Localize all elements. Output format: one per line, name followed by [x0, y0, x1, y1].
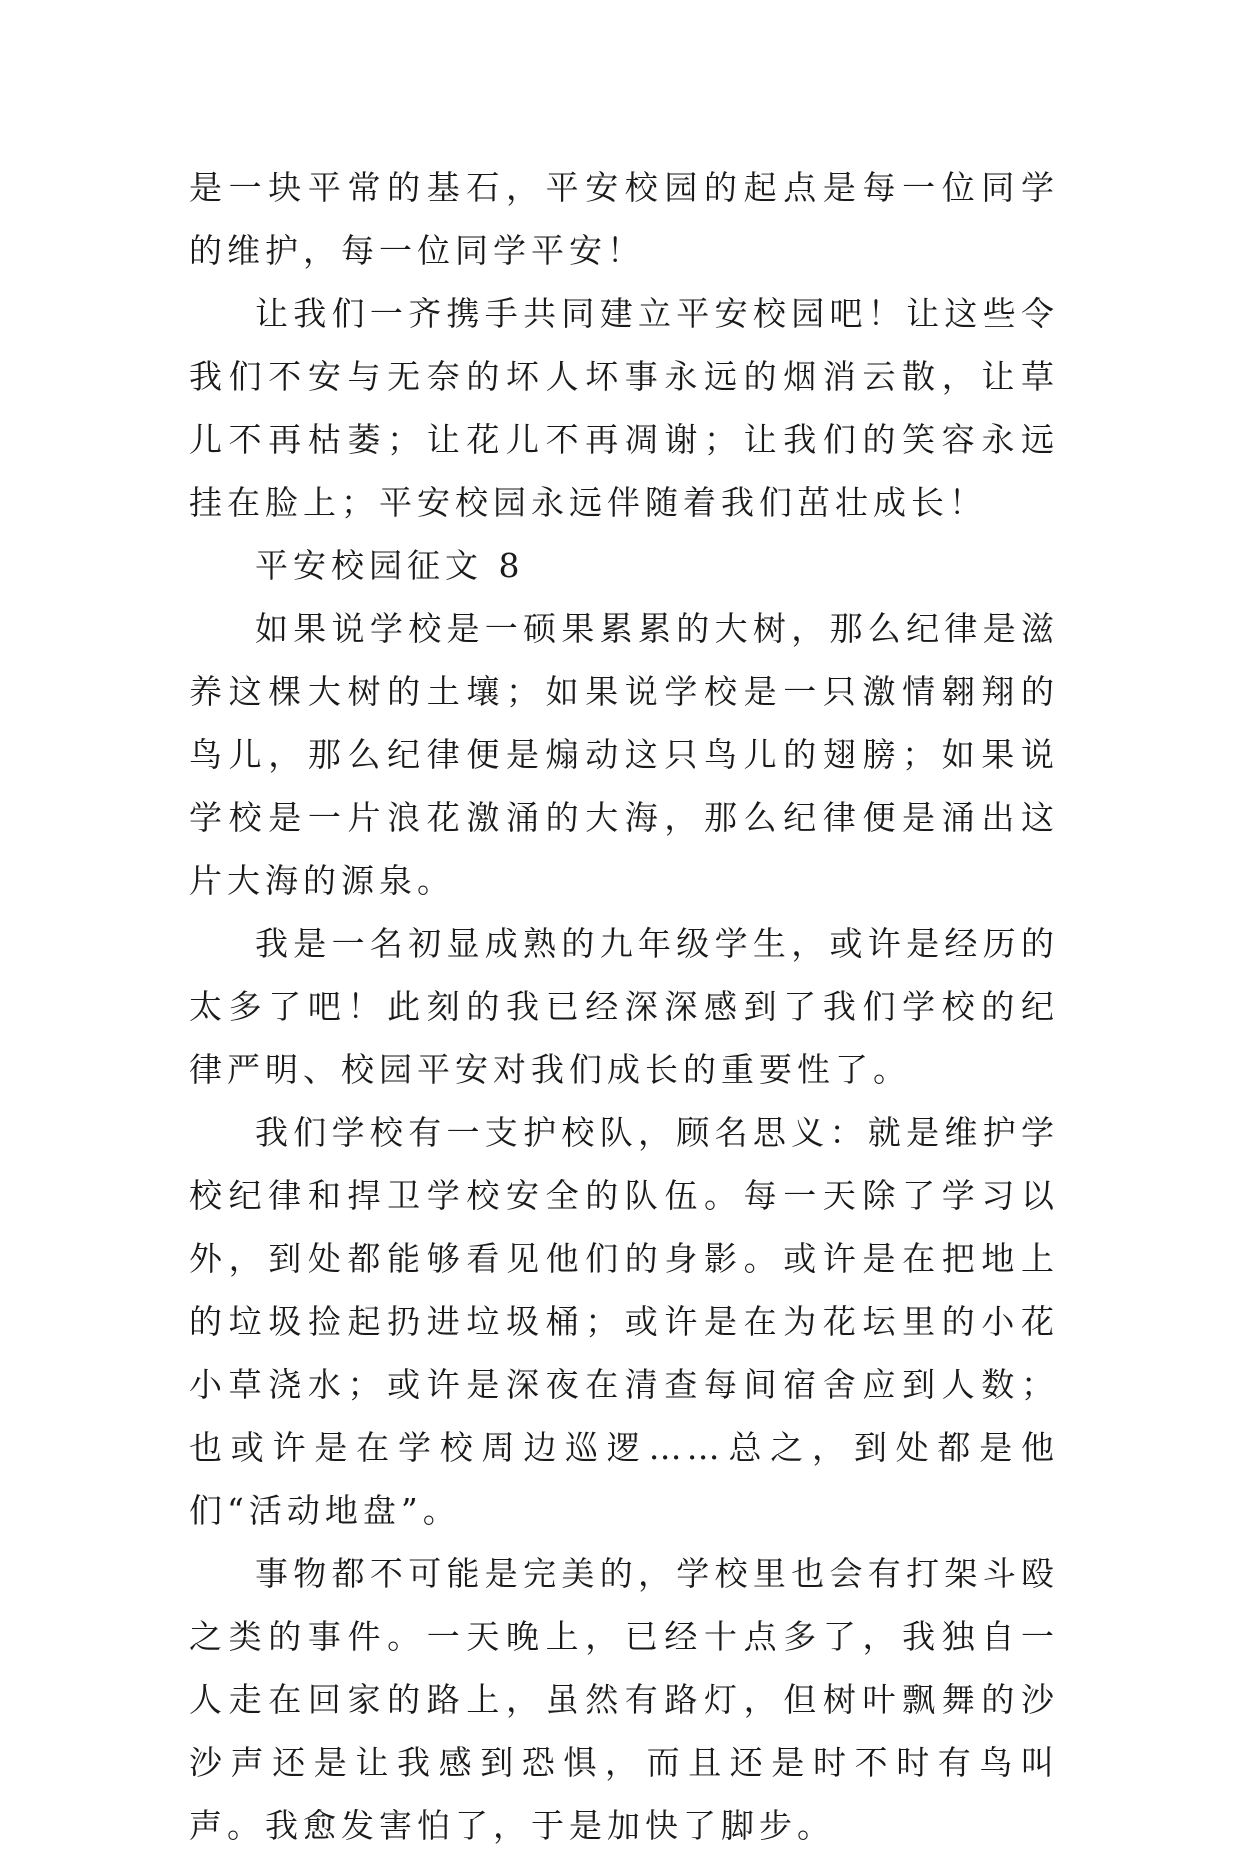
paragraph: 事物都不可能是完美的，学校里也会有打架斗殴之类的事件。一天晚上，已经十点多了，我独自一人走在回家的路上，虽然有路灯，但树叶飘舞的沙沙声还是让我感到恐惧，而且还是时不时有鸟叫声。我愈发害怕了，于是加快了脚步。: [189, 1554, 1059, 1845]
paragraph: 如果说学校是一硕果累累的大树，那么纪律是滋养这棵大树的土壤；如果说学校是一只激情翱翔的鸟儿，那么纪律便是煽动这只鸟儿的翅膀；如果说学校是一片浪花激涌的大海，那么纪律便是涌出这片大海的源泉。: [189, 609, 1059, 900]
section-heading: 平安校园征文 8: [255, 546, 525, 585]
document-body: [189, 156, 1059, 1857]
paragraph: 我是一名初显成熟的九年级学生，或许是经历的太多了吧！此刻的我已经深深感到了我们学校的纪律严明、校园平安对我们成长的重要性了。: [189, 924, 1059, 1089]
paragraph: 我们学校有一支护校队，顾名思义：就是维护学校纪律和捍卫学校安全的队伍。每一天除了学习以外，到处都能够看见他们的身影。或许是在把地上的垃圾捡起扔进垃圾桶；或许是在为花坛里的小花小草浇水；或许是深夜在清查每间宿舍应到人数；也或许是在学校周边巡逻……总之，到处都是他们“活动地盘”。: [189, 1113, 1059, 1530]
paragraph-continuation: 是一块平常的基石，平安校园的起点是每一位同学的维护，每一位同学平安！: [189, 168, 1059, 270]
paragraph: 让我们一齐携手共同建立平安校园吧！让这些令我们不安与无奈的坏人坏事永远的烟消云散，让草儿不再枯萎；让花儿不再凋谢；让我们的笑容永远挂在脸上；平安校园永远伴随着我们茁壮成长！: [189, 294, 1059, 522]
